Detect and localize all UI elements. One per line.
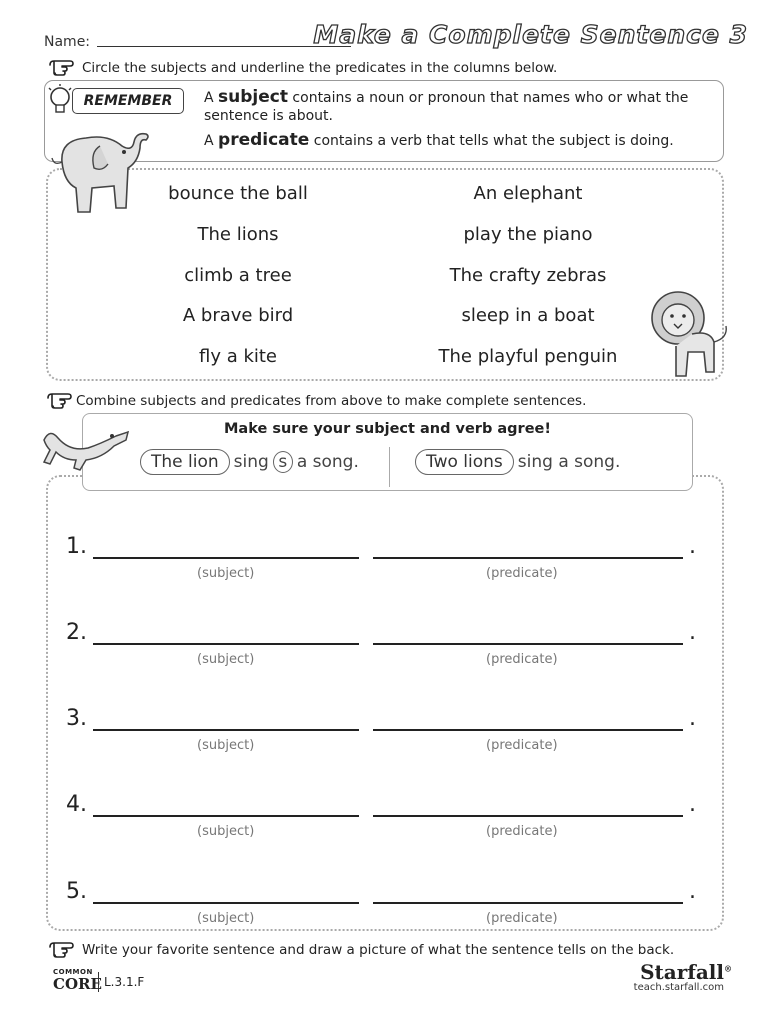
- period: .: [689, 792, 696, 817]
- predicate-line[interactable]: [373, 902, 683, 904]
- word-right-5[interactable]: The playful penguin: [438, 346, 618, 367]
- lion-illustration: [648, 286, 734, 382]
- pointing-hand-icon: [46, 390, 76, 410]
- agreement-heading: Make sure your subject and verb agree!: [224, 421, 551, 437]
- period: .: [689, 879, 696, 904]
- def2-post: contains a verb that tells what the subject is doing.: [309, 133, 674, 149]
- pointing-hand-icon: [48, 57, 78, 77]
- predicate-definition: [204, 131, 724, 150]
- word-left-1[interactable]: bounce the ball: [168, 183, 308, 204]
- sentence-number: 2.: [66, 620, 87, 645]
- subject-caption: (subject): [197, 824, 255, 839]
- period: .: [689, 620, 696, 645]
- def2-pre: A: [204, 133, 219, 149]
- predicate-caption: (predicate): [486, 911, 558, 926]
- elephant-illustration: [42, 122, 154, 220]
- example-divider: [389, 447, 390, 487]
- subject-line[interactable]: [93, 557, 359, 559]
- standard-code: L.3.1.F: [104, 975, 145, 989]
- predicate-keyword: predicate: [218, 130, 310, 150]
- predicate-caption: (predicate): [486, 738, 558, 753]
- example-plural-rest: sing a song.: [517, 452, 621, 472]
- word-right-2[interactable]: play the piano: [463, 224, 593, 245]
- predicate-line[interactable]: [373, 557, 683, 559]
- predicate-line[interactable]: [373, 643, 683, 645]
- subject-line[interactable]: [93, 729, 359, 731]
- predicate-caption: (predicate): [486, 566, 558, 581]
- instruction-step-3: Write your favorite sentence and draw a picture of what the sentence tells on the back.: [82, 942, 675, 958]
- word-left-2[interactable]: The lions: [197, 224, 279, 245]
- example-subject-singular: The lion: [140, 449, 230, 475]
- example-singular: [140, 449, 359, 475]
- site-url[interactable]: teach.starfall.com: [633, 982, 724, 993]
- subject-definition: [204, 88, 714, 125]
- subject-caption: (subject): [197, 911, 255, 926]
- remember-tag: REMEMBER: [72, 88, 184, 114]
- word-right-3[interactable]: The crafty zebras: [449, 265, 607, 286]
- example-verb-stem: sing: [233, 452, 269, 472]
- subject-line[interactable]: [93, 815, 359, 817]
- instruction-step-2: Combine subjects and predicates from above to make complete sentences.: [76, 393, 587, 409]
- common-core-label: COMMON: [53, 968, 93, 976]
- pointing-hand-icon: [48, 939, 78, 959]
- predicate-caption: (predicate): [486, 652, 558, 667]
- subject-line[interactable]: [93, 643, 359, 645]
- sentence-number: 5.: [66, 879, 87, 904]
- sentence-number: 4.: [66, 792, 87, 817]
- period: .: [689, 534, 696, 559]
- word-left-3[interactable]: climb a tree: [184, 265, 292, 286]
- subject-caption: (subject): [197, 566, 255, 581]
- starfall-logo: [640, 960, 732, 984]
- sentence-row-4: [66, 792, 696, 817]
- common-core-logo: CORE: [53, 975, 102, 993]
- footer-divider: [98, 972, 99, 992]
- sentence-row-1: [66, 534, 696, 559]
- sentence-row-2: [66, 620, 696, 645]
- def1-post: contains a noun or pronoun that names who or what the sentence is about.: [204, 90, 689, 124]
- example-plural: [415, 449, 620, 475]
- example-singular-rest: a song.: [296, 452, 359, 472]
- lightbulb-icon: [46, 84, 74, 118]
- brand-name: Starfall: [640, 960, 724, 984]
- example-subject-plural: Two lions: [415, 449, 514, 475]
- word-left-5[interactable]: fly a kite: [198, 346, 278, 367]
- predicate-line[interactable]: [373, 729, 683, 731]
- registered-mark: ®: [724, 963, 732, 974]
- predicate-caption: (predicate): [486, 824, 558, 839]
- word-right-4[interactable]: sleep in a boat: [461, 305, 595, 326]
- subject-keyword: subject: [218, 87, 288, 107]
- sentence-number: 1.: [66, 534, 87, 559]
- word-right-1[interactable]: An elephant: [473, 183, 583, 204]
- def1-pre: A: [204, 90, 219, 106]
- predicate-line[interactable]: [373, 815, 683, 817]
- instruction-step-1: Circle the subjects and underline the predicates in the columns below.: [82, 60, 558, 76]
- period: .: [689, 706, 696, 731]
- subject-caption: (subject): [197, 738, 255, 753]
- subject-caption: (subject): [197, 652, 255, 667]
- subject-line[interactable]: [93, 902, 359, 904]
- sentence-row-3: [66, 706, 696, 731]
- word-left-4[interactable]: A brave bird: [182, 305, 294, 326]
- name-label: Name:: [44, 34, 91, 50]
- example-verb-ending: s: [273, 451, 293, 473]
- sentence-number: 3.: [66, 706, 87, 731]
- page-title: Make a Complete Sentence 3: [313, 20, 748, 49]
- sentence-row-5: [66, 879, 696, 904]
